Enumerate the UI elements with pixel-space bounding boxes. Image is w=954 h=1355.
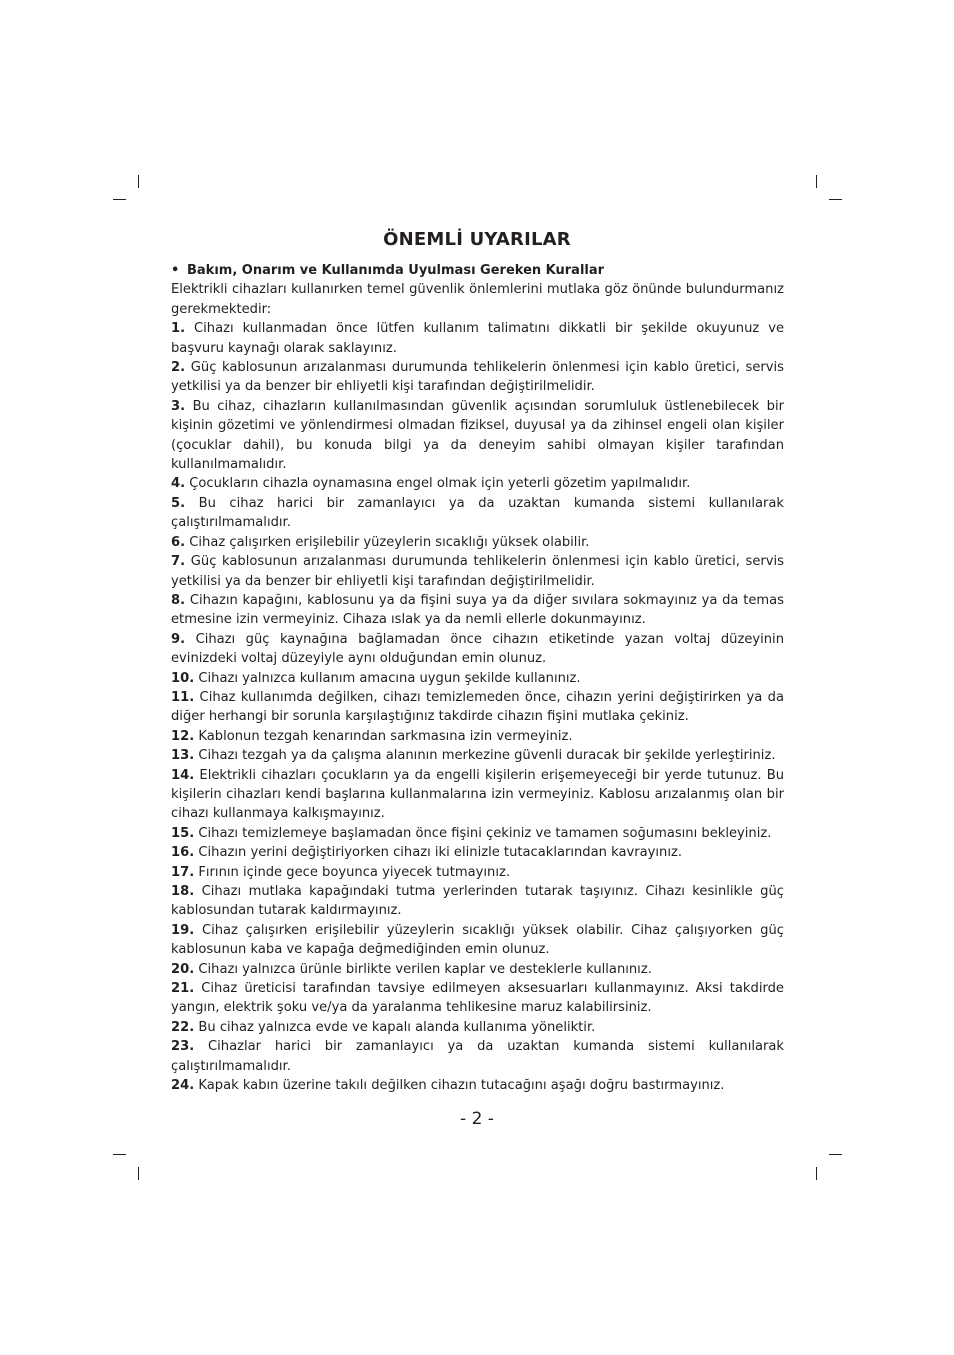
- crop-mark-bottom-right-horizontal: [829, 1154, 842, 1155]
- section-heading-text: Bakım, Onarım ve Kullanımda Uyulması Gereken Kurallar: [187, 263, 605, 278]
- warning-item-number: 3.: [171, 398, 186, 414]
- warning-item-number: 6.: [171, 534, 186, 550]
- crop-mark-top-right-vertical: [816, 175, 817, 188]
- warning-item: [171, 552, 784, 591]
- warning-item: [171, 727, 784, 746]
- warning-item: [171, 669, 784, 688]
- warning-item-number: 24.: [171, 1078, 195, 1094]
- warning-item-text: Cihazı temizlemeye başlamadan önce fişini çekiniz ve tamamen soğumasını bekleyiniz.: [198, 825, 772, 841]
- crop-mark-top-left-horizontal: [113, 199, 126, 200]
- warning-item-number: 12.: [171, 728, 195, 744]
- warning-item-text: Güç kablosunun arızalanması durumunda tehlikelerin önlenmesi için kablo üretici, servis yetkilisi ya da benzer bir ehliyetli kişi tarafından değiştirilmelidir.: [171, 360, 784, 395]
- warning-item-number: 16.: [171, 845, 195, 861]
- page-title: ÖNEMLİ UYARILAR: [383, 229, 571, 250]
- warning-item: [171, 591, 784, 630]
- warning-item-text: Cihazı güç kaynağına bağlamadan önce cihazın etiketinde yazan voltaj düzeyinin evinizdeki voltaj düzeyiyle aynı olduğundan emin olunuz.: [171, 631, 784, 667]
- warning-item-number: 8.: [171, 592, 186, 608]
- warning-item-number: 14.: [171, 767, 195, 783]
- warning-item: [171, 1037, 784, 1076]
- warning-item: [171, 843, 784, 862]
- warning-item: [171, 397, 784, 475]
- warning-item-number: 21.: [171, 981, 195, 997]
- crop-mark-bottom-left-horizontal: [113, 1154, 126, 1155]
- warning-item-text: Çocukların cihazla oynamasına engel olmak için yeterli gözetim yapılmalıdır.: [189, 476, 691, 492]
- warning-item-text: Cihazı tezgah ya da çalışma alanının merkezine güvenli duracak bir şekilde yerleştiriniz.: [198, 748, 776, 764]
- warning-item-number: 11.: [171, 689, 195, 705]
- warning-item-text: Bu cihaz yalnızca evde ve kapalı alanda kullanıma yöneliktir.: [198, 1019, 596, 1035]
- warning-item: [171, 688, 784, 727]
- warning-item-text: Cihazı yalnızca ürünle birlikte verilen kaplar ve desteklerle kullanınız.: [198, 961, 652, 977]
- warning-item: [171, 863, 784, 882]
- warning-item-text: Kablonun tezgah kenarından sarkmasına izin vermeyiniz.: [198, 728, 573, 744]
- warning-item-text: Cihaz kullanımda değilken, cihazı temizlemeden önce, cihazın yerini değiştirirken ya da diğer herhangi bir sorunla karşılaştığınız takdirde cihazın fişini mutlaka çekiniz.: [171, 689, 784, 725]
- warning-item: [171, 474, 784, 493]
- warning-item-number: 2.: [171, 360, 186, 376]
- warning-item-text: Cihazın kapağını, kablosunu ya da fişini suya ya da diğer sıvılara sokmayınız ya da temas etmesine izin vermeyiniz. Cihaza ıslak ya da nemli ellerle dokunmayınız.: [171, 592, 784, 628]
- warning-item: [171, 921, 784, 960]
- warning-item-number: 1.: [171, 321, 186, 337]
- warning-item-text: Cihaz üreticisi tarafından tavsiye edilmeyen aksesuarları kullanmayınız. Aksi takdirde yangın, elektrik şoku ve/ya da yaralanma tehlikesine maruz kalabilirsiniz.: [171, 981, 784, 1016]
- warning-item: [171, 494, 784, 533]
- warning-item-number: 18.: [171, 884, 195, 899]
- warning-item-text: Cihazı yalnızca kullanım amacına uygun şekilde kullanınız.: [198, 670, 581, 686]
- page-number: - 2 -: [460, 1109, 494, 1129]
- warning-item-text: Kapak kabın üzerine takılı değilken cihazın tutacağını aşağı doğru bastırmayınız.: [198, 1078, 725, 1094]
- warning-item-number: 5.: [171, 495, 186, 511]
- warning-item: [171, 979, 784, 1018]
- warning-item: [171, 533, 784, 552]
- warning-item-number: 20.: [171, 961, 195, 977]
- warning-item-number: 23.: [171, 1039, 195, 1055]
- warning-item-text: Cihaz çalışırken erişilebilir yüzeylerin sıcaklığı yüksek olabilir. Cihaz çalışıyorken güç kablosunun kaba ve kapağa değmediğinden emin olunuz.: [171, 922, 784, 958]
- bullet-icon: •: [171, 263, 180, 278]
- warning-list: [171, 319, 784, 1095]
- warning-item-text: Cihazı kullanmadan önce lütfen kullanım talimatını dikkatli bir şekilde okuyunuz ve başvuru kaynağı olarak saklayınız.: [171, 321, 784, 356]
- warning-item: [171, 358, 784, 397]
- warning-item-text: Cihazın yerini değiştiriyorken cihazı iki elinizle tutacaklarından kavrayınız.: [198, 845, 682, 861]
- crop-mark-top-right-horizontal: [829, 199, 842, 200]
- warning-item: [171, 766, 784, 824]
- crop-mark-bottom-left-vertical: [138, 1167, 139, 1180]
- warning-item: [171, 824, 784, 843]
- warnings-content: [171, 261, 784, 1095]
- warning-item-number: 7.: [171, 554, 186, 570]
- warning-item: [171, 746, 784, 765]
- crop-mark-top-left-vertical: [138, 175, 139, 188]
- warning-item: [171, 1018, 784, 1037]
- warning-item-number: 19.: [171, 922, 195, 938]
- warning-item-text: Bu cihaz harici bir zamanlayıcı ya da uzaktan kumanda sistemi kullanılarak çalıştırılmamalıdır.: [171, 495, 784, 531]
- warning-item: [171, 630, 784, 669]
- warning-item-text: Elektrikli cihazları çocukların ya da engelli kişilerin erişemeyeceği bir yerde tutunuz. Bu kişilerin cihazları kendi başlarına kullanmalarına izin vermeyiniz. Kablosu arızalanmış olan bir cihazı kullanmaya kalkışmayınız.: [171, 767, 784, 822]
- crop-mark-bottom-right-vertical: [816, 1167, 817, 1180]
- warning-item: [171, 882, 784, 921]
- warning-item-text: Cihazı mutlaka kapağındaki tutma yerlerinden tutarak taşıyınız. Cihazı kesinlikle güç kablosundan tutarak kaldırmayınız.: [171, 884, 784, 919]
- warning-item: [171, 960, 784, 979]
- warning-item-number: 9.: [171, 631, 186, 647]
- warning-item-text: Fırının içinde gece boyunca yiyecek tutmayınız.: [198, 864, 510, 880]
- warning-item-text: Cihazlar harici bir zamanlayıcı ya da uzaktan kumanda sistemi kullanılarak çalıştırılmamalıdır.: [171, 1039, 784, 1074]
- warning-item-text: Güç kablosunun arızalanması durumunda tehlikelerin önlenmesi için kablo üretici, servis yetkilisi ya da benzer bir ehliyetli kişi tarafından değiştirilmelidir.: [171, 554, 784, 589]
- warning-item-text: Bu cihaz, cihazların kullanılmasından güvenlik açısından sorumluluk üstlenebilecek bir kişinin gözetimi ve yönlendirmesi olmadan fiziksel, duyusal ya da zihinsel engeli olan kişiler (çocuklar dahil), bu konuda bilgi ya da deneyim sahibi olmayan kişiler tarafından kullanılmamalıdır.: [171, 398, 784, 473]
- warning-item-number: 10.: [171, 670, 195, 686]
- warning-item: [171, 319, 784, 358]
- section-heading: [171, 261, 784, 280]
- warning-item-number: 17.: [171, 864, 195, 880]
- warning-item-number: 13.: [171, 748, 195, 764]
- section-intro: Elektrikli cihazları kullanırken temel güvenlik önlemlerini mutlaka göz önünde bulundurmanız gerekmektedir:: [171, 282, 784, 317]
- warning-item-text: Cihaz çalışırken erişilebilir yüzeylerin sıcaklığı yüksek olabilir.: [189, 534, 590, 550]
- warning-item-number: 15.: [171, 825, 195, 841]
- warning-item: [171, 1076, 784, 1095]
- warning-item-number: 22.: [171, 1019, 195, 1035]
- warning-item-number: 4.: [171, 476, 186, 492]
